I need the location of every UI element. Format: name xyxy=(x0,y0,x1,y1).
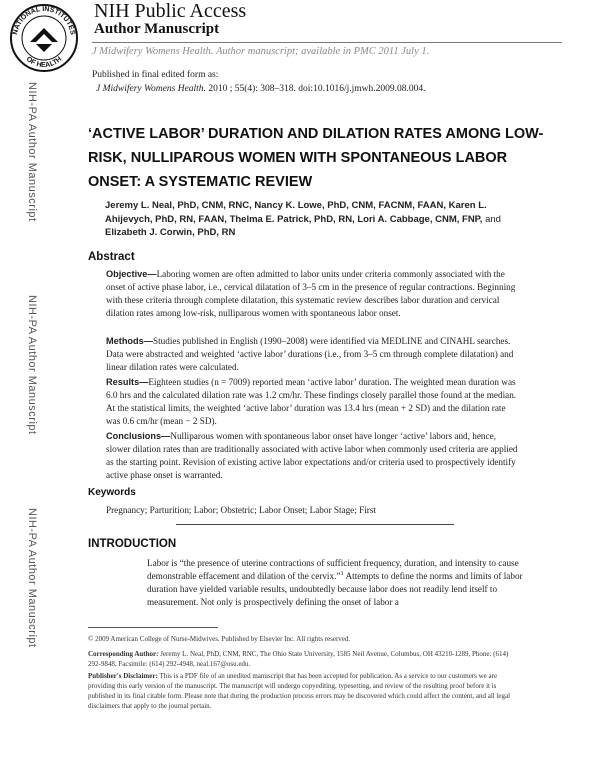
corr-text: Jeremy L. Neal, PhD, CNM, RNC, The Ohio State University, 1585 Neil Avenue, Columbus, OH 43210-1289, Phone: (614) 292-9848, Facsimile: (614) 292-4948, neal.167@osu.edu. xyxy=(88,650,509,668)
paper-title: ‘ACTIVE LABOR’ DURATION AND DILATION RATES AMONG LOW-RISK, NULLIPAROUS WOMEN WITH SPONTANEOUS LABOR ONSET: A SYSTEMATIC REVIEW xyxy=(88,126,544,190)
header-journal: J Midwifery Womens Health. xyxy=(92,46,214,57)
author-list xyxy=(105,199,525,240)
nih-seal-logo xyxy=(6,2,86,74)
header-title: NIH Public Access xyxy=(94,0,247,22)
authors-main: Jeremy L. Neal, PhD, CNM, RNC, Nancy K. Lowe, PhD, CNM, FACNM, FAAN, Karen L. Ahijevych, PhD, RN, FAAN, Thelma E. Patrick, PhD, RN, Lori A. Cabbage, CNM, FNP, xyxy=(105,200,487,225)
keywords-heading: Keywords xyxy=(88,487,136,498)
results-text: Eighteen studies (n = 7009) reported mean ‘active labor’ duration. The weighted mean duration was 6.0 hrs and the calculated dilation rate was 1.2 cm/hr. These findings closely parallel those found at the median. At the statistical limits, the weighted ‘active labor’ duration was 13.4 hrs (mean + 2 SD) and the dilation rate was 0.6 cm/hr (mean − 2 SD). xyxy=(106,377,517,426)
results-label: Results— xyxy=(106,377,149,387)
abstract-results xyxy=(106,376,522,428)
abstract-objective xyxy=(106,268,522,320)
conclusions-text: Nulliparous women with spontaneous labor onset have longer ‘active’ labors and, hence, slower dilation rates than are traditionally associated with active labor when commonly used criteria are applied as the starting point. Revision of existing active labor expectations and/or criteria used to prospectively identify active phase onset is warranted. xyxy=(106,431,518,480)
side-banner: NIH-PA Author Manuscript xyxy=(26,82,38,222)
keywords-list: Pregnancy; Parturition; Labor; Obstetric; Labor Onset; Labor Stage; First xyxy=(106,505,376,515)
svg-text:NATIONAL INSTITUTES: NATIONAL INSTITUTES xyxy=(12,5,76,36)
header-availability xyxy=(92,46,429,57)
methods-label: Methods— xyxy=(106,336,153,346)
disc-label: Publisher's Disclaimer: xyxy=(88,672,158,680)
disc-text: This is a PDF file of an unedited manuscript that has been accepted for publication. As a service to our customers we are providing this early version of the manuscript. The manuscript will undergo copyediting, typesetting, and review of the resulting proof before it is published in its final citable form. Please note that during the production process errors may be discovered which could affect the content, and all legal disclaimers that apply to the journal pertain. xyxy=(88,672,511,710)
conclusions-label: Conclusions— xyxy=(106,431,171,441)
abstract-conclusions xyxy=(106,430,522,482)
intro-text-b: Attempts to define the norms and limits of labor duration have yielded variable results, undoubtedly because labor does not readily lend itself to measurement. Not only is prospectively defining the onset of labor a xyxy=(147,571,523,607)
svg-text:OF HEALTH: OF HEALTH xyxy=(24,55,64,70)
section-divider xyxy=(176,524,454,525)
reference-marker: 1 xyxy=(340,569,344,577)
header-availability-text: Author manuscript; available in PMC 2011 July 1. xyxy=(213,46,430,57)
objective-text: Laboring women are often admitted to labor units under criteria commonly associated with the onset of active phase labor, i.e., cervical dilatation of 3–5 cm in the presence of regular contractions. Beginning with these criteria through complete dilatation, this systematic review describes labor duration and cervical dilation rates among low-risk, nulliparous women with spontaneous labor onset. xyxy=(106,269,516,318)
header-subtitle: Author Manuscript xyxy=(94,21,220,37)
citation-details: 2010 ; 55(4): 308–318. doi:10.1016/j.jmwh.2009.08.004. xyxy=(205,84,426,94)
citation xyxy=(96,84,426,94)
objective-label: Objective— xyxy=(106,269,157,279)
footnote-divider xyxy=(88,627,218,628)
header-divider xyxy=(92,42,562,43)
corr-label: Corresponding Author: xyxy=(88,650,159,658)
copyright-notice: © 2009 American College of Nurse-Midwives. Published by Elsevier Inc. All rights reserved. xyxy=(88,635,351,643)
citation-journal: J Midwifery Womens Health. xyxy=(96,84,206,94)
side-banner: NIH-PA Author Manuscript xyxy=(26,508,38,648)
authors-last: Elizabeth J. Corwin, PhD, RN xyxy=(105,227,236,238)
published-in-label: Published in final edited form as: xyxy=(92,70,219,80)
publisher-disclaimer xyxy=(88,671,518,711)
abstract-heading: Abstract xyxy=(88,251,135,263)
introduction-heading: INTRODUCTION xyxy=(88,538,177,550)
introduction-paragraph xyxy=(147,557,527,609)
methods-text: Studies published in English (1990–2008) were identified via MEDLINE and CINAHL searches. Data were abstracted and weighted ‘active labor’ durations (i.e., from 3–5 cm through complete dilatation) and linear dilation rates were calculated. xyxy=(106,336,514,372)
side-banner: NIH-PA Author Manuscript xyxy=(26,295,38,435)
intro-text-a: Labor is “the presence of uterine contractions of sufficient frequency, duration, and intensity to cause demonstrable effacement and dilation of the cervix.” xyxy=(147,558,519,581)
abstract-methods xyxy=(106,335,522,374)
corresponding-author xyxy=(88,649,518,669)
authors-and: and xyxy=(482,213,501,225)
